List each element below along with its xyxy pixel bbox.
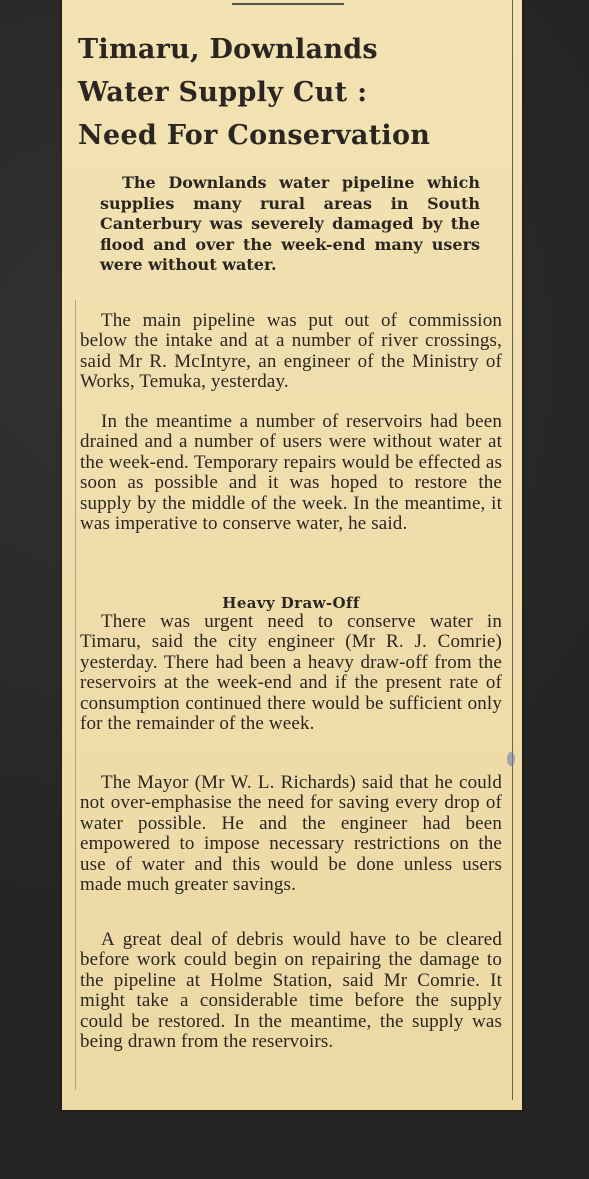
- headline: [78, 28, 498, 157]
- intro-paragraph: The Downlands water pipeline which supplies many rural areas in South Canterbury was severely damaged by the flood and over the week-end many users were without water.: [100, 173, 480, 274]
- body-paragraph-4: The Mayor (Mr W. L. Richards) said that he could not over-emphasise the need for saving every drop of water possible. He and the engineer had been empowered to impose necessary restrictions on the use of water and this would be done unless users made much greater savings.: [80, 772, 502, 896]
- body-paragraph-2: In the meantime a number of reservoirs had been drained and a number of users were without water at the week-end. Temporary repairs would be effected as soon as possible and it was hoped to restore the supply by the middle of the week. In the meantime, it was imperative to conserve water, he said.: [80, 411, 502, 535]
- body-paragraph-5: A great deal of debris would have to be cleared before work could begin on repairing the damage to the pipeline at Holme Station, said Mr Comrie. It might take a considerable time before the supply could be restored. In the meantime, the supply was being drawn from the reservoirs.: [80, 929, 502, 1053]
- ink-blot: [507, 752, 515, 766]
- body-paragraph-1: The main pipeline was put out of commission below the intake and at a number of river crossings, said Mr R. McIntyre, an engineer of the Ministry of Works, Temuka, yesterday.: [80, 310, 502, 393]
- top-rule: [232, 3, 344, 5]
- subheading: Heavy Draw-Off: [222, 594, 360, 612]
- headline-line-3: Need For Conservation: [78, 120, 431, 151]
- column-rule-left: [75, 300, 76, 1090]
- headline-line-1: Timaru, Downlands: [78, 34, 378, 65]
- body-paragraph-3: There was urgent need to conserve water in Timaru, said the city engineer (Mr R. J. Comrie) yesterday. There had been a heavy draw-off from the reservoirs at the week-end and if the present rate of consumption continued there would be sufficient only for the remainder of the week.: [80, 611, 502, 735]
- headline-line-2: Water Supply Cut :: [78, 77, 368, 108]
- column-rule-right: [512, 0, 513, 1100]
